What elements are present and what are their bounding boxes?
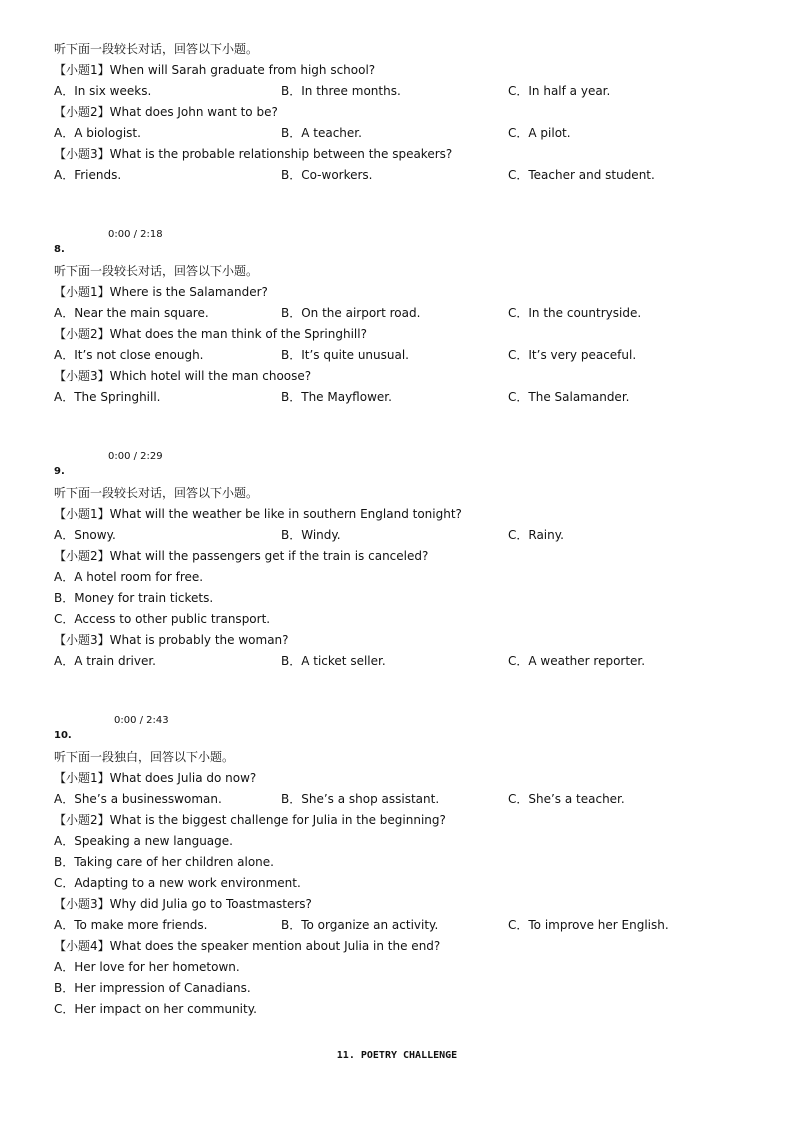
q10-sub3-option-a: A．To make more friends. (54, 918, 208, 932)
q10-sub1-option-a: A．She’s a businesswoman. (54, 792, 222, 806)
q7-sub2-option-c: C．A pilot. (508, 126, 571, 140)
q7-sub2-question: 【小题2】What does John want to be? (54, 105, 278, 119)
q9-sub3-option-a: A．A train driver. (54, 654, 156, 668)
q9-sub2-option-b: B．Money for train tickets. (54, 591, 214, 605)
q9-intro: 听下面一段较长对话，回答以下小题。 (54, 486, 259, 500)
q8-sub2-option-a: A．It’s not close enough. (54, 348, 204, 362)
q7-sub1-option-a: A．In six weeks. (54, 84, 152, 98)
q7-sub2-option-a: A．A biologist. (54, 126, 141, 140)
q10-sub2-option-a: A．Speaking a new language. (54, 834, 233, 848)
q10-sub4-question: 【小题4】What does the speaker mention about Julia in the end? (54, 939, 441, 953)
q9-number: 9. (54, 466, 65, 477)
q10-sub3-question: 【小题3】Why did Julia go to Toastmasters? (54, 897, 312, 911)
q8-sub1-option-c: C．In the countryside. (508, 306, 642, 320)
q10-sub3-option-b: B．To organize an activity. (281, 918, 439, 932)
q7-sub3-option-b: B．Co-workers. (281, 168, 373, 182)
q10-sub2-option-b: B．Taking care of her children alone. (54, 855, 274, 869)
q10-sub1-question: 【小题1】What does Julia do now? (54, 771, 257, 785)
q9-sub3-question: 【小题3】What is probably the woman? (54, 633, 289, 647)
q7-sub1-option-c: C．In half a year. (508, 84, 611, 98)
q9-sub1-option-b: B．Windy. (281, 528, 341, 542)
q8-sub2-question: 【小题2】What does the man think of the Springhill? (54, 327, 367, 341)
q9-sub2-option-c: C．Access to other public transport. (54, 612, 271, 626)
q10-sub3-option-c: C．To improve her English. (508, 918, 669, 932)
q10-sub4-option-b: B．Her impression of Canadians. (54, 981, 251, 995)
q7-sub2-option-b: B．A teacher. (281, 126, 362, 140)
q8-sub3-option-c: C．The Salamander. (508, 390, 630, 404)
q7-sub3-option-c: C．Teacher and student. (508, 168, 655, 182)
q8-audio-player-time[interactable]: 0:00 / 2:18 (108, 229, 163, 240)
q8-sub1-question: 【小题1】Where is the Salamander? (54, 285, 268, 299)
q10-intro: 听下面一段独白，回答以下小题。 (54, 750, 235, 764)
q8-sub1-option-a: A．Near the main square. (54, 306, 209, 320)
q7-sub1-option-b: B．In three months. (281, 84, 401, 98)
q9-sub2-option-a: A．A hotel room for free. (54, 570, 204, 584)
q8-sub2-option-b: B．It’s quite unusual. (281, 348, 409, 362)
q10-sub1-option-b: B．She’s a shop assistant. (281, 792, 440, 806)
q7-sub1-question: 【小题1】When will Sarah graduate from high school? (54, 63, 376, 77)
q8-sub3-question: 【小题3】Which hotel will the man choose? (54, 369, 312, 383)
q8-number: 8. (54, 244, 65, 255)
q10-sub1-option-c: C．She’s a teacher. (508, 792, 625, 806)
q9-sub3-option-b: B．A ticket seller. (281, 654, 386, 668)
q9-sub1-question: 【小题1】What will the weather be like in southern England tonight? (54, 507, 462, 521)
q7-intro: 听下面一段较长对话，回答以下小题。 (54, 42, 259, 56)
q10-sub4-option-c: C．Her impact on her community. (54, 1002, 257, 1016)
q8-sub3-option-b: B．The Mayflower. (281, 390, 392, 404)
q10-sub2-option-c: C．Adapting to a new work environment. (54, 876, 301, 890)
q8-sub1-option-b: B．On the airport road. (281, 306, 421, 320)
section-heading-poetry-challenge: 11. POETRY CHALLENGE (336, 1050, 458, 1061)
q9-sub1-option-c: C．Rainy. (508, 528, 564, 542)
q10-audio-player-time[interactable]: 0:00 / 2:43 (114, 715, 169, 726)
q10-sub2-question: 【小题2】What is the biggest challenge for Julia in the beginning? (54, 813, 446, 827)
q8-intro: 听下面一段较长对话，回答以下小题。 (54, 264, 259, 278)
q8-sub2-option-c: C．It’s very peaceful. (508, 348, 637, 362)
q8-sub3-option-a: A．The Springhill. (54, 390, 161, 404)
q9-sub2-question: 【小题2】What will the passengers get if the train is canceled? (54, 549, 429, 563)
q10-sub4-option-a: A．Her love for her hometown. (54, 960, 240, 974)
q9-audio-player-time[interactable]: 0:00 / 2:29 (108, 451, 163, 462)
q9-sub3-option-c: C．A weather reporter. (508, 654, 646, 668)
q7-sub3-question: 【小题3】What is the probable relationship between the speakers? (54, 147, 453, 161)
q7-sub3-option-a: A．Friends. (54, 168, 122, 182)
q10-number: 10. (54, 730, 72, 741)
q9-sub1-option-a: A．Snowy. (54, 528, 116, 542)
